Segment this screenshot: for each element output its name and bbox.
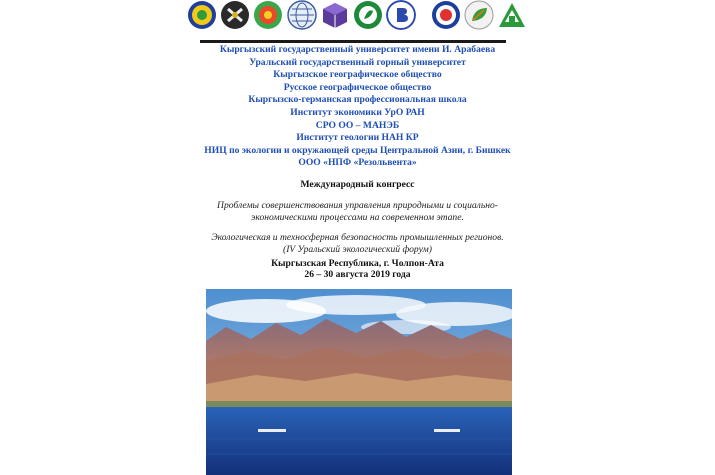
eco-emblem-icon bbox=[353, 0, 383, 30]
topic-2-line-1: Экологическая и техносферная безопасность промышленных регионов. bbox=[211, 232, 504, 243]
event-type-heading: Международный конгресс bbox=[300, 179, 415, 190]
topic-1-line-1: Проблемы совершенствования управления природными и социально- bbox=[217, 200, 498, 211]
organizer-item: Кыргызское географическое общество bbox=[273, 69, 442, 81]
organizer-item: Кыргызский государственный университет имени И. Арабаева bbox=[219, 44, 496, 55]
congress-topic-1 bbox=[150, 200, 565, 224]
organizer-item: СРО ОО – МАНЭБ bbox=[315, 119, 400, 131]
organizer-item: Уральский государственный горный университет bbox=[249, 56, 466, 68]
event-location: Кыргызская Республика, г. Чолпон-Ата bbox=[271, 258, 444, 269]
organizer-item: НИЦ по экологии и окружающей среды Центральной Азии, г. Бишкек bbox=[204, 144, 511, 156]
congress-topic-2 bbox=[150, 232, 565, 256]
organizer-item: Институт экономики УрО РАН bbox=[290, 106, 425, 118]
topic-1-line-2: экономическими процессами на современном этапе. bbox=[251, 212, 464, 223]
header-divider bbox=[200, 40, 506, 43]
globe-emblem-icon bbox=[287, 0, 317, 30]
geographic-society-icon bbox=[253, 0, 283, 30]
organizer-item: Русское географическое общество bbox=[283, 81, 432, 93]
leaf-emblem-icon bbox=[464, 0, 494, 30]
organizer-list bbox=[150, 44, 565, 170]
organizer-item: ООО «НПФ «Резольвента» bbox=[298, 157, 417, 169]
organizer-item: Институт геологии НАН КР bbox=[296, 132, 419, 144]
organizer-item: Кыргызско-германская профессиональная школа bbox=[248, 94, 467, 106]
event-dates: 26 – 30 августа 2019 года bbox=[304, 269, 411, 280]
letter-b-emblem-icon bbox=[386, 0, 416, 30]
partner-logos-row bbox=[187, 0, 507, 34]
university-seal-icon bbox=[187, 0, 217, 30]
cube-emblem-icon bbox=[320, 0, 350, 30]
mining-emblem-icon bbox=[220, 0, 250, 30]
topic-2-line-2: (IV Уральский экологический форум) bbox=[283, 244, 432, 255]
lake-mountains-photo bbox=[206, 289, 512, 475]
green-triangle-emblem-icon bbox=[497, 0, 527, 30]
event-place-dates bbox=[150, 258, 565, 280]
blue-ring-emblem-icon bbox=[431, 0, 461, 30]
